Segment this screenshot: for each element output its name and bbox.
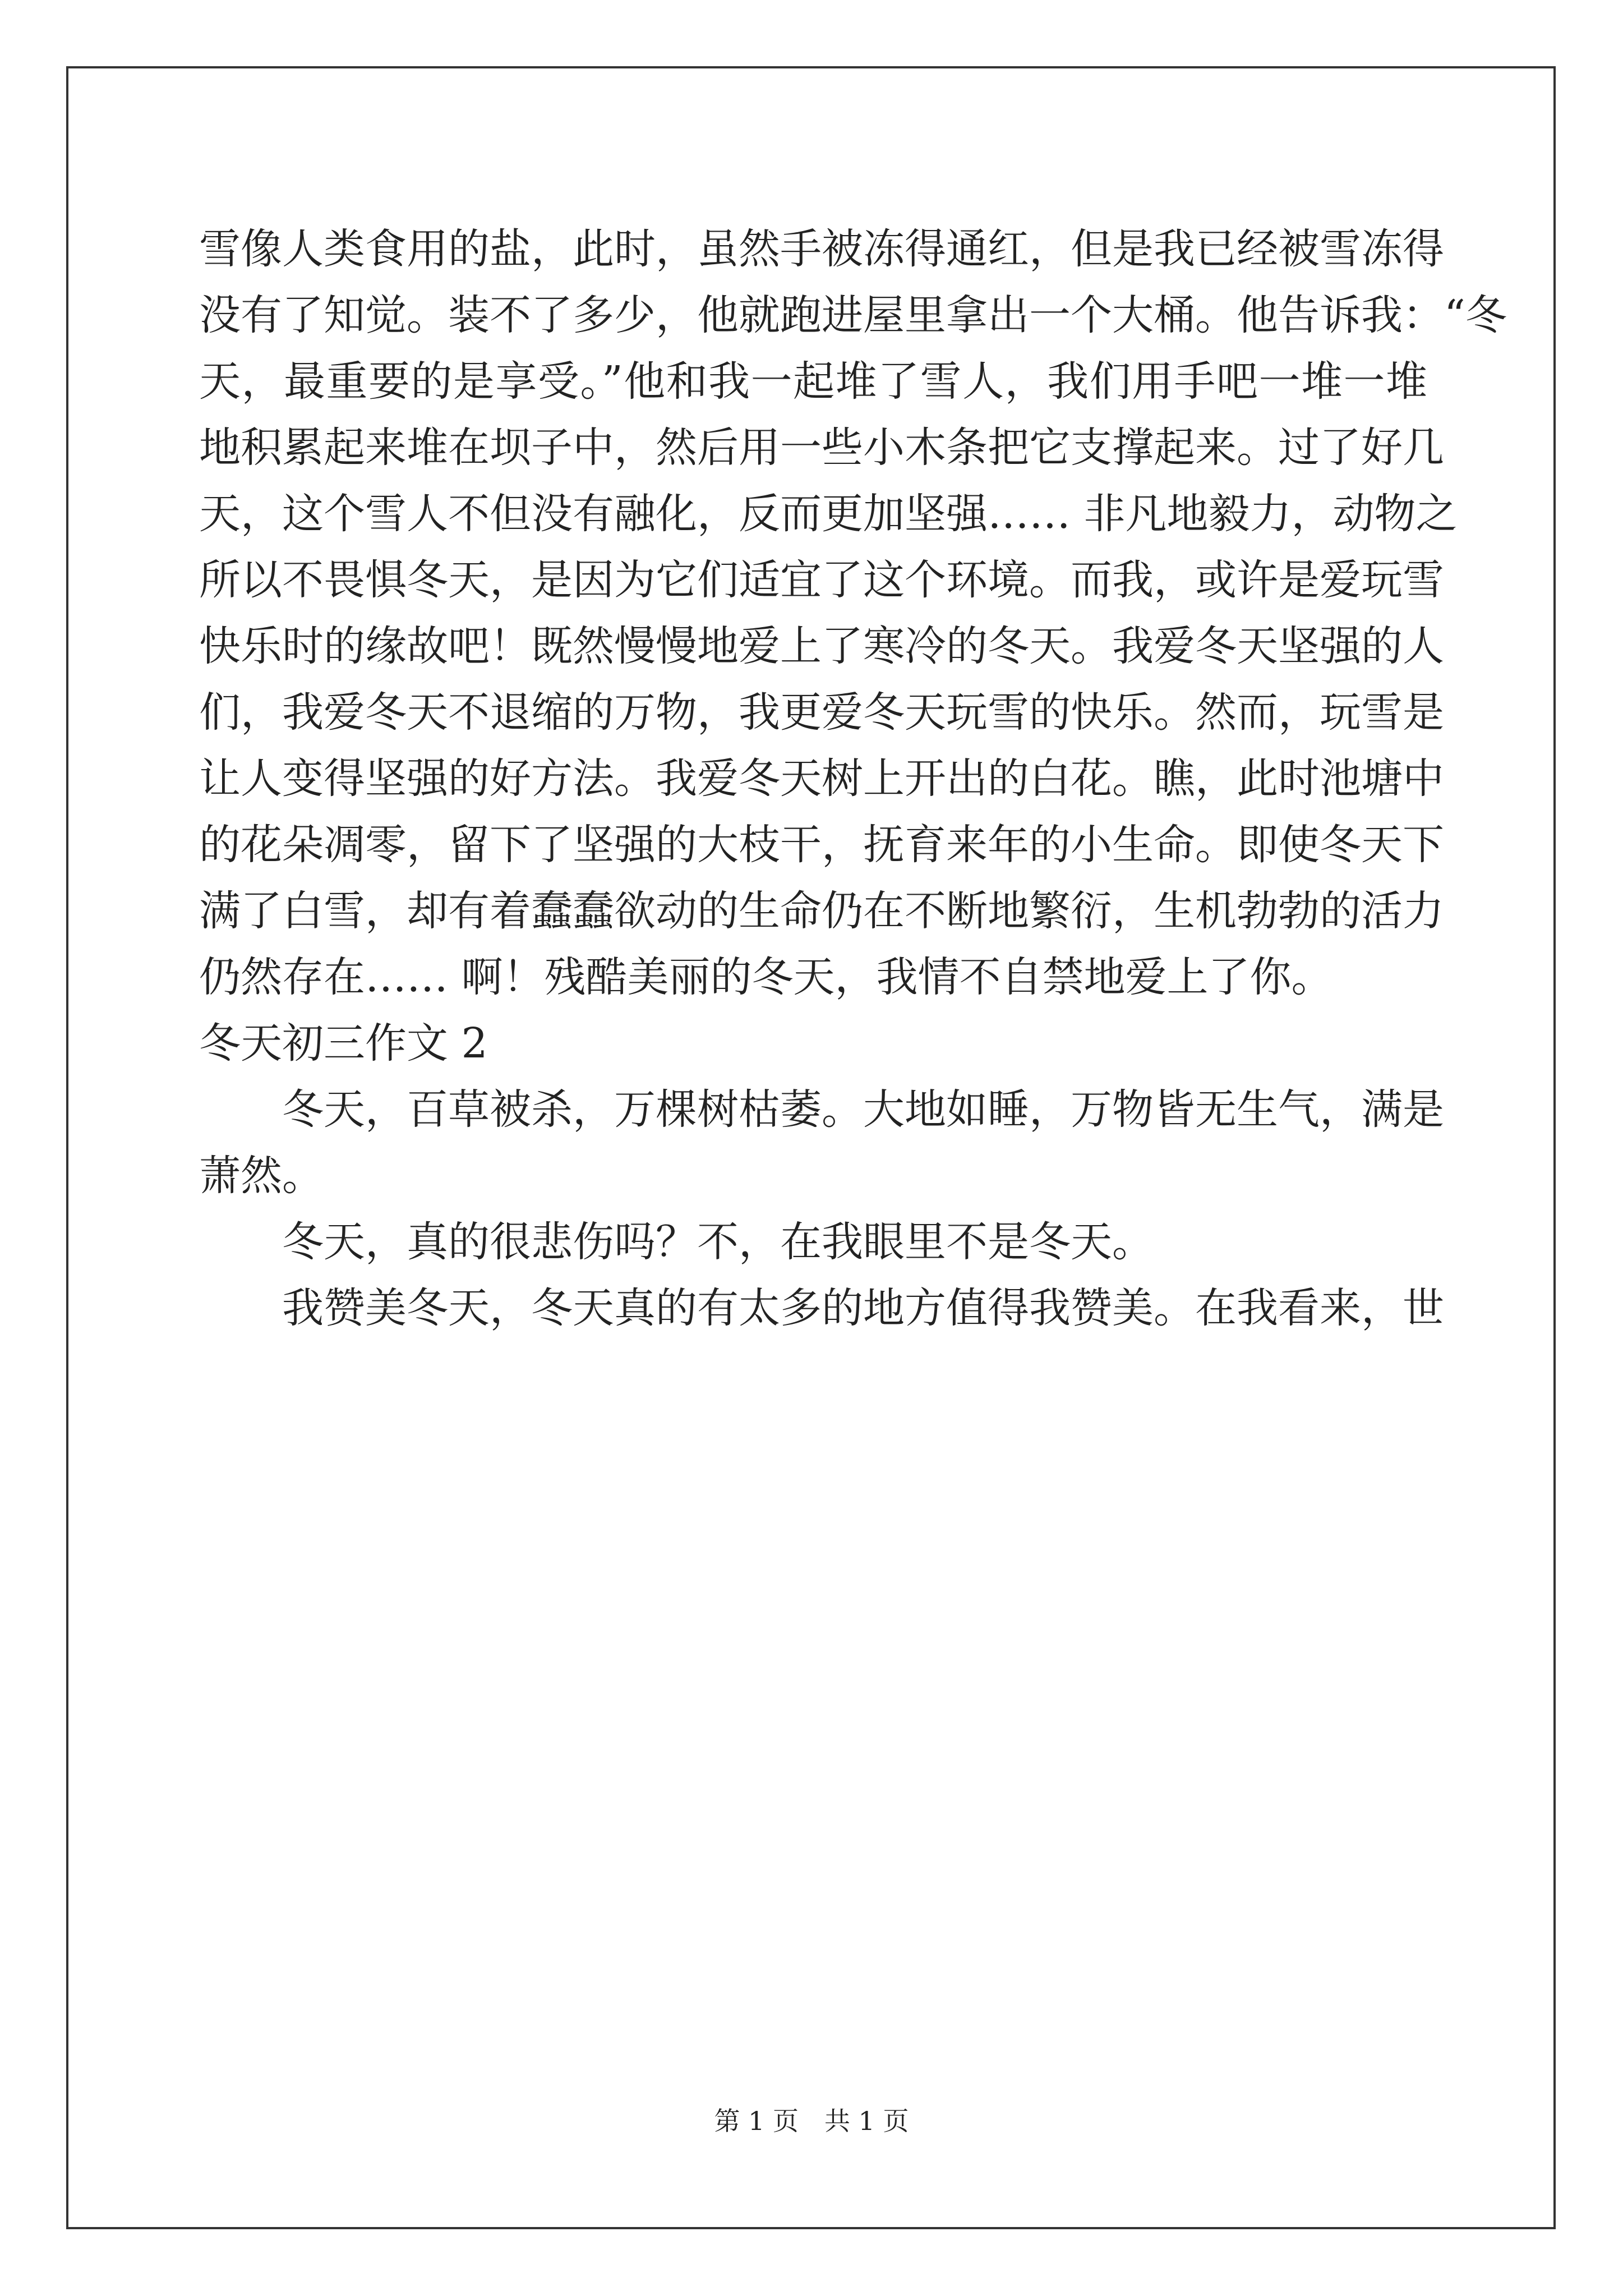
paragraph-line: 满了白雪，却有着蠢蠢欲动的生命仍在不断地繁衍，生机勃勃的活力 (199, 887, 1444, 935)
paragraph-line: 快乐时的缘故吧！既然慢慢地爱上了寒冷的冬天。我爱冬天坚强的人 (199, 622, 1444, 670)
paragraph-line: 萧然。 (199, 1152, 324, 1200)
page-footer: 第 1 页 共 1 页 (714, 2106, 909, 2136)
paragraph-line: 所以不畏惧冬天，是因为它们适宜了这个环境。而我，或许是爱玩雪 (199, 556, 1444, 604)
paragraph-line: 仍然存在…… 啊！残酷美丽的冬天，我情不自禁地爱上了你。 (199, 953, 1333, 1001)
section-heading: 冬天初三作文 2 (199, 1019, 488, 1068)
paragraph-line: 们，我爱冬天不退缩的万物，我更爱冬天玩雪的快乐。然而，玩雪是 (199, 688, 1444, 737)
paragraph-line: 的花朵凋零，留下了坚强的大枝干，抚育来年的小生命。即使冬天下 (199, 821, 1444, 869)
paragraph-line: 天，这个雪人不但没有融化，反而更加坚强…… 非凡地毅力，动物之 (199, 490, 1458, 538)
paragraph-line: 雪像人类食用的盐，此时，虽然手被冻得通红，但是我已经被雪冻得 (199, 225, 1444, 273)
paragraph-line: 让人变得坚强的好方法。我爱冬天树上开出的白花。瞧，此时池塘中 (199, 754, 1444, 803)
paragraph-line: 没有了知觉。装不了多少，他就跑进屋里拿出一个大桶。他告诉我：“冬 (199, 291, 1507, 339)
paragraph-line: 天，最重要的是享受。”他和我一起堆了雪人，我们用手吧一堆一堆 (199, 357, 1427, 406)
paragraph-line: 我赞美冬天，冬天真的有太多的地方值得我赞美。在我看来，世 (282, 1284, 1444, 1332)
paragraph-line: 地积累起来堆在坝子中，然后用一些小木条把它支撑起来。过了好几 (199, 424, 1444, 472)
paragraph-line: 冬天，真的很悲伤吗？不，在我眼里不是冬天。 (282, 1218, 1154, 1266)
paragraph-line: 冬天，百草被杀，万棵树枯萎。大地如睡，万物皆无生气，满是 (282, 1085, 1444, 1134)
